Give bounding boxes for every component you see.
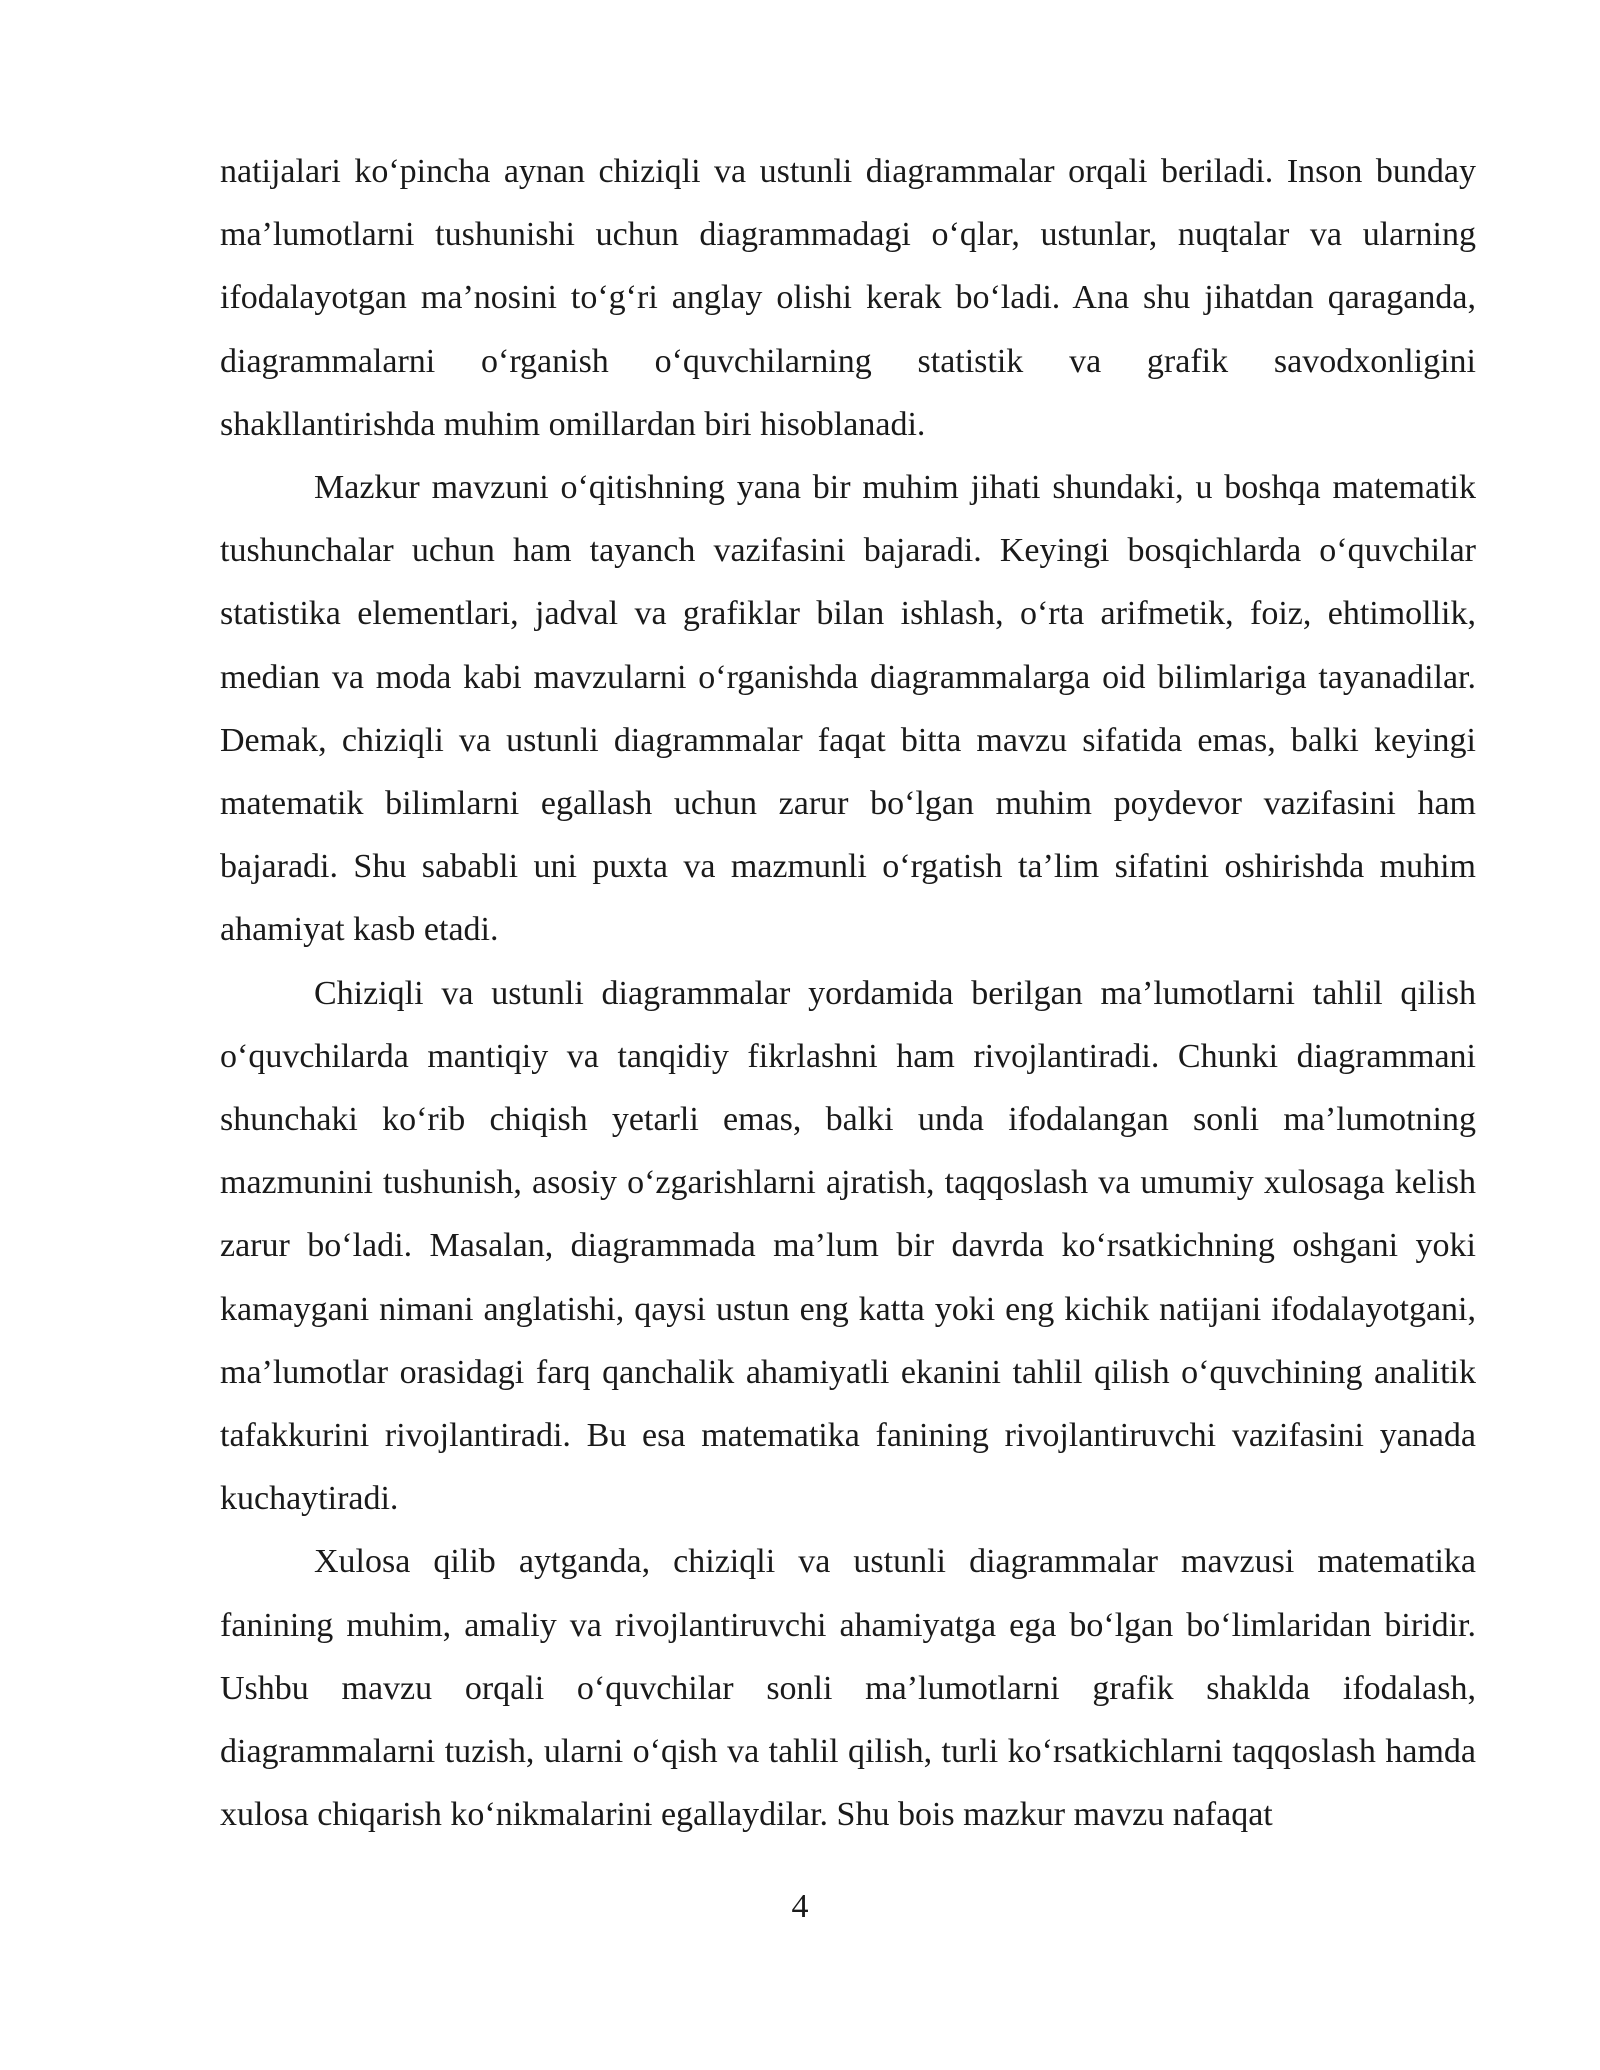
paragraph-conclusion: Xulosa qilib aytganda, chiziqli va ustunli diagrammalar mavzusi matematika fanining muhim, amaliy va rivojlantiruvchi ahamiyatga ega bo‘lgan bo‘limlaridan biridir. Ushbu mavzu orqali o‘quvchilar sonli ma’lumotlarni grafik shaklda ifodalash, diagrammalarni tuzish, ularni o‘qish va tahlil qilish, turli ko‘rsatkichlarni taqqoslash hamda xulosa chiqarish ko‘nikmalarini egallaydilar. Shu bois mazkur mavzu nafaqat xyxy=(220,1543,1476,1834)
page-number: 4 xyxy=(791,1888,809,1925)
paragraph-foundation-role: Mazkur mavzuni o‘qitishning yana bir muhim jihati shundaki, u boshqa matematik tushunchalar uchun ham tayanch vazifasini bajaradi. Keyingi bosqichlarda o‘quvchilar statistika elementlari, jadval va grafiklar bilan ishlash, o‘rta arifmetik, foiz, ehtimollik, median va moda kabi mavzularni o‘rganishda diagrammalarga oid bilimlariga tayanadilar. Demak, chiziqli va ustunli diagrammalar faqat bitta mavzu sifatida emas, balki keyingi matematik bilimlarni egallash uchun zarur bo‘lgan muhim poydevor vazifasini ham bajaradi. Shu sababli uni puxta va mazmunli o‘rgatish ta’lim sifatini oshirishda muhim ahamiyat kasb etadi. xyxy=(220,469,1476,949)
body-text xyxy=(220,140,1476,1846)
paragraph-critical-thinking: Chiziqli va ustunli diagrammalar yordamida berilgan ma’lumotlarni tahlil qilish o‘quvchilarda mantiqiy va tanqidiy fikrlashni ham rivojlantiradi. Chunki diagrammani shunchaki ko‘rib chiqish yetarli emas, balki unda ifodalangan sonli ma’lumotning mazmunini tushunish, asosiy o‘zgarishlarni ajratish, taqqoslash va umumiy xulosaga kelish zarur bo‘ladi. Masalan, diagrammada ma’lum bir davrda ko‘rsatkichning oshgani yoki kamaygani nimani anglatishi, qaysi ustun eng katta yoki eng kichik natijani ifodalayotgani, ma’lumotlar orasidagi farq qanchalik ahamiyatli ekanini tahlil qilish o‘quvchining analitik tafakkurini rivojlantiradi. Bu esa matematika fanining rivojlantiruvchi vazifasini yanada kuchaytiradi. xyxy=(220,974,1476,1518)
paragraph-continuation: natijalari ko‘pincha aynan chiziqli va ustunli diagrammalar orqali beriladi. Inson bunday ma’lumotlarni tushunishi uchun diagrammadagi o‘qlar, ustunlar, nuqtalar va ularning ifodalayotgan ma’nosini to‘g‘ri anglay olishi kerak bo‘ladi. Ana shu jihatdan qaraganda, diagrammalarni o‘rganish o‘quvchilarning statistik va grafik savodxonligini shakllantirishda muhim omillardan biri hisoblanadi. xyxy=(220,153,1476,443)
